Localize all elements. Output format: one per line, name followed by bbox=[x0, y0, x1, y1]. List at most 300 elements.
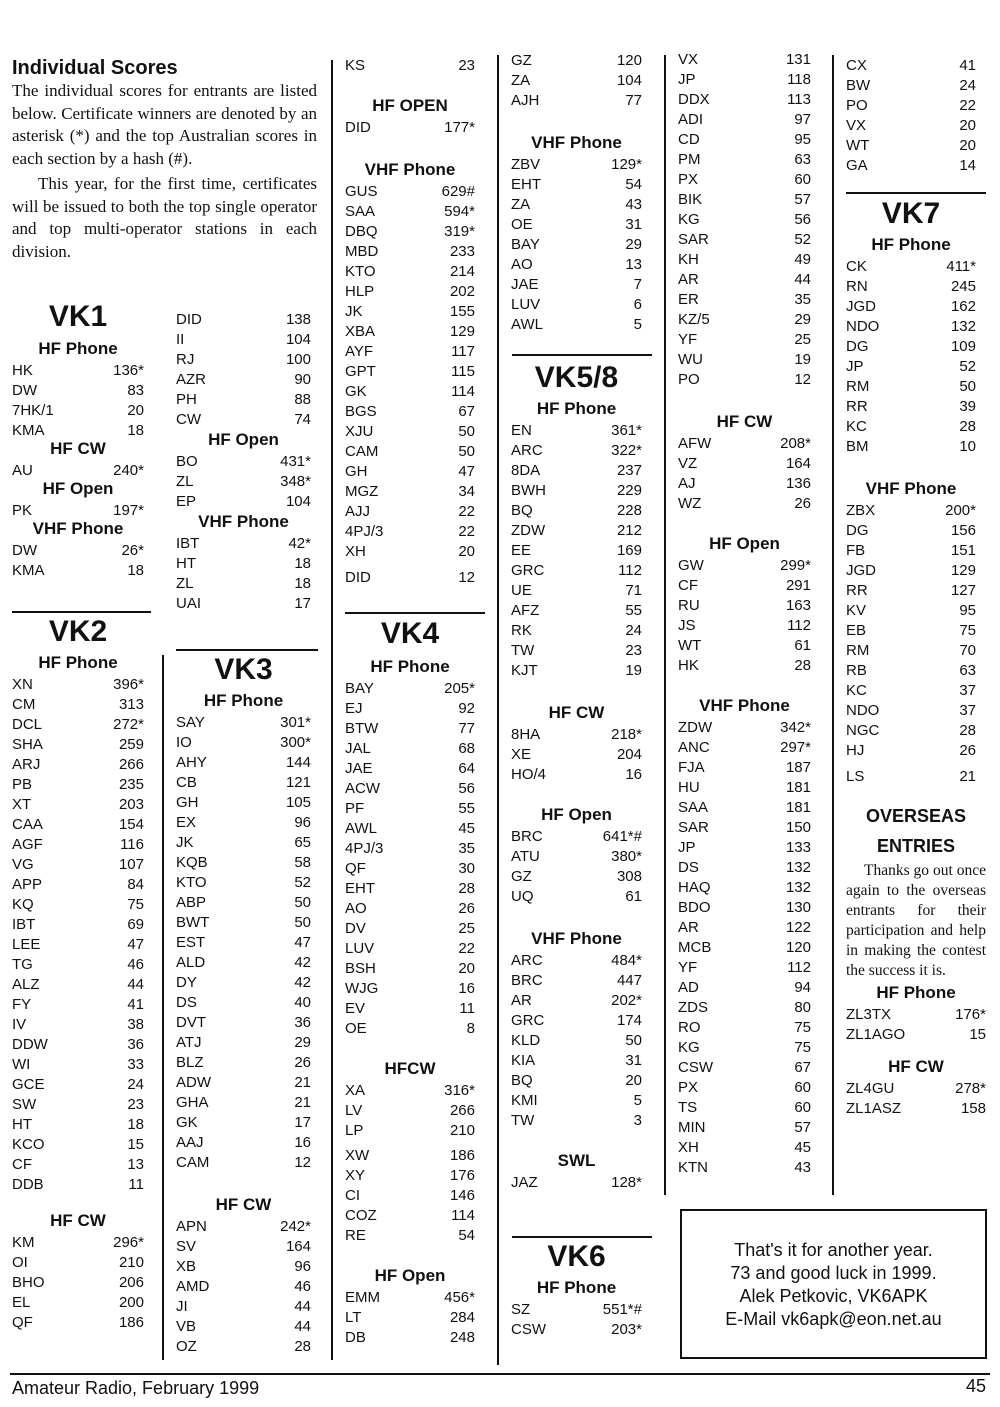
callsign: ACW bbox=[345, 780, 380, 797]
score-row bbox=[678, 958, 811, 978]
callsign: RJ bbox=[176, 351, 195, 368]
score-row bbox=[176, 370, 311, 390]
intro-paragraph: This year, for the first time, certificates will be issued to both the top single operator and top multi-operator stations in each division. bbox=[12, 174, 317, 261]
score: 11 bbox=[128, 1176, 144, 1193]
score-row bbox=[511, 195, 642, 215]
score-row bbox=[846, 377, 976, 397]
score: 144 bbox=[285, 754, 311, 771]
callsign: AR bbox=[678, 919, 699, 936]
score: 162 bbox=[950, 298, 976, 315]
score-row bbox=[345, 959, 475, 979]
callsign: LUV bbox=[345, 940, 375, 957]
score-row bbox=[345, 262, 475, 282]
callsign: PX bbox=[678, 1079, 699, 1096]
score-row bbox=[846, 357, 976, 377]
overseas-title: OVERSEAS bbox=[865, 806, 967, 826]
callsign: JGD bbox=[846, 562, 876, 579]
score: 114 bbox=[451, 383, 475, 400]
score-row bbox=[678, 1058, 811, 1078]
division-heading: VK2 bbox=[48, 615, 108, 648]
score-row bbox=[12, 935, 144, 955]
score: 24 bbox=[127, 1076, 144, 1093]
score-row bbox=[345, 739, 475, 759]
score: 28 bbox=[294, 1338, 311, 1355]
score-row bbox=[511, 541, 642, 561]
score-row bbox=[176, 350, 311, 370]
score: 240* bbox=[113, 462, 144, 479]
score: 28 bbox=[794, 657, 811, 674]
score: 202* bbox=[611, 992, 642, 1009]
score-row bbox=[12, 501, 144, 521]
score: 63 bbox=[794, 151, 811, 168]
score: 154 bbox=[118, 816, 144, 833]
callsign: BGS bbox=[345, 403, 377, 420]
score: 242* bbox=[280, 1218, 311, 1235]
score: 22 bbox=[959, 97, 976, 114]
score-row bbox=[678, 434, 811, 454]
score: 96 bbox=[294, 1258, 311, 1275]
callsign: DS bbox=[678, 859, 699, 876]
score: 22 bbox=[458, 503, 475, 520]
score-row bbox=[511, 1173, 642, 1193]
callsign: BO bbox=[176, 453, 198, 470]
score: 11 bbox=[459, 1000, 475, 1017]
score-list bbox=[678, 50, 811, 390]
score: 104 bbox=[285, 493, 311, 510]
score-row bbox=[678, 898, 811, 918]
vk1-continued bbox=[176, 310, 311, 614]
score-row bbox=[678, 1078, 811, 1098]
score-row bbox=[176, 330, 311, 350]
callsign: PO bbox=[678, 371, 700, 388]
score: 49 bbox=[794, 251, 811, 268]
score: 132 bbox=[785, 879, 811, 896]
category-heading: HF Open bbox=[42, 479, 114, 498]
score-row bbox=[678, 718, 811, 738]
score-row bbox=[846, 561, 976, 581]
intro-title: Individual Scores bbox=[12, 57, 178, 79]
callsign: KLD bbox=[511, 1032, 541, 1049]
callsign: ZBV bbox=[511, 156, 541, 173]
category-heading: VHF Phone bbox=[198, 512, 289, 531]
score-list bbox=[176, 713, 311, 1173]
score-row bbox=[678, 1138, 811, 1158]
score: 266 bbox=[449, 1102, 475, 1119]
section-rule bbox=[512, 354, 652, 356]
callsign: RK bbox=[511, 622, 532, 639]
score-row bbox=[12, 815, 144, 835]
score: 28 bbox=[458, 880, 475, 897]
score-row bbox=[678, 110, 811, 130]
score-row bbox=[345, 1019, 475, 1039]
callsign: OE bbox=[345, 1020, 367, 1037]
callsign: ADW bbox=[176, 1074, 211, 1091]
category-heading: VHF Phone bbox=[531, 929, 622, 948]
closing-line: That's it for another year. bbox=[734, 1240, 933, 1260]
callsign: DDB bbox=[12, 1176, 44, 1193]
score: 229 bbox=[616, 482, 642, 499]
score: 181 bbox=[785, 799, 811, 816]
score-row bbox=[12, 1135, 144, 1155]
score: 92 bbox=[458, 700, 475, 717]
score: 46 bbox=[294, 1278, 311, 1295]
score-row bbox=[12, 361, 144, 381]
score-row bbox=[678, 210, 811, 230]
callsign: JAE bbox=[345, 760, 373, 777]
score: 43 bbox=[625, 196, 642, 213]
score: 158 bbox=[960, 1100, 986, 1117]
score: 6 bbox=[633, 296, 642, 313]
score-row bbox=[678, 978, 811, 998]
callsign: JP bbox=[678, 839, 696, 856]
callsign: TS bbox=[678, 1099, 698, 1116]
callsign: LEE bbox=[12, 936, 41, 953]
callsign: JGD bbox=[846, 298, 876, 315]
score-list bbox=[12, 541, 144, 581]
score-row bbox=[345, 679, 475, 699]
score-row bbox=[846, 337, 976, 357]
score: 75 bbox=[959, 622, 976, 639]
score-row bbox=[345, 442, 475, 462]
callsign: YF bbox=[678, 331, 698, 348]
score-row bbox=[12, 795, 144, 815]
callsign: DG bbox=[846, 338, 869, 355]
callsign: RM bbox=[846, 378, 870, 395]
callsign: VX bbox=[678, 51, 699, 68]
callsign: JP bbox=[846, 358, 864, 375]
score: 104 bbox=[616, 72, 642, 89]
callsign: XB bbox=[176, 1258, 197, 1275]
score: 50 bbox=[959, 378, 976, 395]
score: 155 bbox=[449, 303, 475, 320]
score-row bbox=[176, 472, 311, 492]
score: 551*# bbox=[602, 1301, 642, 1318]
callsign: LT bbox=[345, 1309, 362, 1326]
score-row bbox=[345, 1308, 475, 1328]
score-row bbox=[511, 91, 642, 111]
score: 23 bbox=[458, 57, 475, 74]
score-row bbox=[678, 818, 811, 838]
score-row bbox=[345, 542, 475, 562]
score: 411* bbox=[946, 258, 976, 275]
callsign: AR bbox=[678, 271, 699, 288]
score-row bbox=[678, 838, 811, 858]
callsign: KM bbox=[12, 1234, 35, 1251]
score: 18 bbox=[127, 1116, 144, 1133]
score: 69 bbox=[127, 916, 144, 933]
score: 20 bbox=[458, 543, 475, 560]
score-row bbox=[345, 1328, 475, 1348]
score-row bbox=[12, 1293, 144, 1313]
score-row bbox=[846, 397, 976, 417]
callsign: JAZ bbox=[511, 1174, 538, 1191]
callsign: ATJ bbox=[176, 1034, 202, 1051]
callsign: 4PJ/3 bbox=[345, 840, 384, 857]
score-row bbox=[678, 190, 811, 210]
score: 77 bbox=[458, 720, 475, 737]
score-row bbox=[345, 979, 475, 999]
callsign: 4PJ/3 bbox=[345, 523, 384, 540]
score: 208* bbox=[780, 435, 811, 452]
score: 120 bbox=[785, 939, 811, 956]
callsign: AHY bbox=[176, 754, 207, 771]
callsign: KH bbox=[678, 251, 699, 268]
score-row bbox=[511, 641, 642, 661]
score: 20 bbox=[959, 117, 976, 134]
score-row bbox=[176, 893, 311, 913]
score: 218* bbox=[611, 726, 642, 743]
callsign: ZL1ASZ bbox=[846, 1100, 902, 1117]
vk3-section bbox=[176, 651, 311, 1357]
callsign: ARJ bbox=[12, 756, 41, 773]
score-row bbox=[176, 534, 311, 554]
score: 50 bbox=[458, 423, 475, 440]
callsign: DVT bbox=[176, 1014, 206, 1031]
score: 5 bbox=[633, 1092, 642, 1109]
callsign: JK bbox=[176, 834, 194, 851]
closing-line: 73 and good luck in 1999. bbox=[730, 1263, 937, 1283]
score-row bbox=[678, 798, 811, 818]
callsign: CI bbox=[345, 1187, 360, 1204]
score-row bbox=[345, 302, 475, 322]
score-row bbox=[678, 778, 811, 798]
score-row bbox=[345, 118, 475, 138]
score: 266 bbox=[118, 756, 144, 773]
score: 284 bbox=[449, 1309, 475, 1326]
callsign: ALD bbox=[176, 954, 206, 971]
callsign: DY bbox=[176, 974, 197, 991]
score: 203* bbox=[611, 1321, 642, 1338]
score-row bbox=[12, 541, 144, 561]
score: 75 bbox=[794, 1019, 811, 1036]
score-row bbox=[12, 915, 144, 935]
score-row bbox=[176, 793, 311, 813]
score-row bbox=[846, 96, 976, 116]
score: 132 bbox=[950, 318, 976, 335]
score-row bbox=[345, 999, 475, 1019]
callsign: CSW bbox=[511, 1321, 546, 1338]
score-row bbox=[176, 713, 311, 733]
score: 63 bbox=[959, 662, 976, 679]
score: 297* bbox=[780, 739, 811, 756]
score: 52 bbox=[794, 231, 811, 248]
score-row bbox=[678, 370, 811, 390]
callsign: CK bbox=[846, 258, 867, 275]
score-row bbox=[345, 759, 475, 779]
score: 75 bbox=[794, 1039, 811, 1056]
callsign: ZL4GU bbox=[846, 1080, 895, 1097]
callsign: TW bbox=[511, 642, 535, 659]
score: 164 bbox=[285, 1238, 311, 1255]
callsign: AD bbox=[678, 979, 699, 996]
score: 291 bbox=[785, 577, 811, 594]
score: 18 bbox=[127, 562, 144, 579]
footer-publication: Amateur Radio, February 1999 bbox=[12, 1378, 260, 1398]
score-row bbox=[511, 255, 642, 275]
score: 214 bbox=[449, 263, 475, 280]
score: 60 bbox=[794, 1099, 811, 1116]
score-row bbox=[678, 230, 811, 250]
callsign: HT bbox=[12, 1116, 32, 1133]
score: 233 bbox=[449, 243, 475, 260]
score: 7 bbox=[633, 276, 642, 293]
vk4-continued bbox=[511, 51, 642, 335]
score: 30 bbox=[458, 860, 475, 877]
callsign: LS bbox=[846, 768, 865, 785]
callsign: KTN bbox=[678, 1159, 708, 1176]
callsign: KS bbox=[345, 57, 366, 74]
callsign: BSH bbox=[345, 960, 376, 977]
callsign: GH bbox=[176, 794, 199, 811]
score: 181 bbox=[785, 779, 811, 796]
score-row bbox=[176, 1033, 311, 1053]
callsign: EP bbox=[176, 493, 197, 510]
score: 447 bbox=[616, 972, 642, 989]
score: 150 bbox=[785, 819, 811, 836]
score-row bbox=[176, 574, 311, 594]
score-row bbox=[176, 1013, 311, 1033]
score-row bbox=[678, 1098, 811, 1118]
score: 431* bbox=[280, 453, 311, 470]
callsign: HT bbox=[176, 555, 196, 572]
score-row bbox=[345, 1226, 475, 1246]
callsign: XT bbox=[12, 796, 32, 813]
score: 60 bbox=[794, 171, 811, 188]
score-row bbox=[846, 437, 976, 457]
score: 138 bbox=[285, 311, 311, 328]
score: 67 bbox=[458, 403, 475, 420]
score-row bbox=[12, 875, 144, 895]
division-heading: VK3 bbox=[214, 653, 273, 686]
score: 15 bbox=[127, 1136, 144, 1153]
vk7-section bbox=[846, 195, 976, 787]
score: 129 bbox=[449, 323, 475, 340]
score: 25 bbox=[794, 331, 811, 348]
callsign: GW bbox=[678, 557, 704, 574]
callsign: BDO bbox=[678, 899, 711, 916]
callsign: AU bbox=[12, 462, 33, 479]
score: 206 bbox=[118, 1274, 144, 1291]
score-list bbox=[12, 675, 144, 1195]
overseas-section bbox=[846, 803, 986, 1119]
callsign: BM bbox=[846, 438, 869, 455]
score-row bbox=[345, 482, 475, 502]
score: 20 bbox=[127, 402, 144, 419]
callsign: DBQ bbox=[345, 223, 378, 240]
score-row bbox=[176, 1297, 311, 1317]
score-row bbox=[345, 839, 475, 859]
callsign: BTW bbox=[345, 720, 379, 737]
score: 16 bbox=[625, 766, 642, 783]
callsign: AMD bbox=[176, 1278, 210, 1295]
score: 10 bbox=[959, 438, 976, 455]
score-row bbox=[511, 887, 642, 907]
score: 44 bbox=[294, 1298, 311, 1315]
callsign: RU bbox=[678, 597, 700, 614]
callsign: EJ bbox=[345, 700, 363, 717]
score-row bbox=[345, 522, 475, 542]
score-row bbox=[511, 1011, 642, 1031]
score: 26* bbox=[121, 542, 144, 559]
score: 29 bbox=[794, 311, 811, 328]
score-row bbox=[678, 310, 811, 330]
score-row bbox=[12, 561, 144, 581]
callsign: KTO bbox=[345, 263, 376, 280]
score-row bbox=[345, 859, 475, 879]
score: 245 bbox=[950, 278, 976, 295]
score-list bbox=[678, 556, 811, 676]
score-row bbox=[678, 170, 811, 190]
category-heading: VHF Phone bbox=[531, 133, 622, 152]
callsign: SW bbox=[12, 1096, 37, 1113]
score: 118 bbox=[787, 71, 811, 88]
score-row bbox=[846, 701, 976, 721]
callsign: BW bbox=[846, 77, 871, 94]
callsign: FB bbox=[846, 542, 866, 559]
score-row bbox=[678, 474, 811, 494]
score-row bbox=[678, 50, 811, 70]
score: 77 bbox=[625, 92, 642, 109]
intro-paragraph: The individual scores for entrants are listed below. Certificate winners are denoted by an asterisk (*) and the top Australian scores in each section by a hash (#). bbox=[12, 81, 317, 168]
score: 96 bbox=[294, 814, 311, 831]
callsign: MBD bbox=[345, 243, 379, 260]
callsign: DID bbox=[345, 569, 371, 586]
callsign: KCO bbox=[12, 1136, 45, 1153]
callsign: AZR bbox=[176, 371, 206, 388]
score-row bbox=[846, 767, 976, 787]
score-row bbox=[345, 202, 475, 222]
score-list bbox=[846, 257, 976, 457]
score-row bbox=[345, 1288, 475, 1308]
intro-section bbox=[12, 57, 317, 263]
callsign: COZ bbox=[345, 1207, 377, 1224]
callsign: 8DA bbox=[511, 462, 541, 479]
category-heading: HF CW bbox=[888, 1057, 944, 1076]
score: 13 bbox=[625, 256, 642, 273]
score-row bbox=[176, 1277, 311, 1297]
callsign: ARC bbox=[511, 442, 543, 459]
score-row bbox=[345, 222, 475, 242]
score-row bbox=[846, 621, 976, 641]
score: 56 bbox=[794, 211, 811, 228]
score: 169 bbox=[616, 542, 642, 559]
score-row bbox=[345, 182, 475, 202]
score-row bbox=[12, 1035, 144, 1055]
score-row bbox=[176, 1257, 311, 1277]
score: 88 bbox=[294, 391, 311, 408]
callsign: UQ bbox=[511, 888, 534, 905]
category-heading: HF CW bbox=[50, 439, 106, 458]
score-row bbox=[511, 827, 642, 847]
callsign: CF bbox=[12, 1156, 32, 1173]
callsign: KQ bbox=[12, 896, 34, 913]
score-list bbox=[511, 1300, 642, 1340]
category-heading: HF OPEN bbox=[372, 96, 448, 115]
score: 322* bbox=[611, 442, 642, 459]
score: 37 bbox=[959, 682, 976, 699]
score: 35 bbox=[458, 840, 475, 857]
score-list bbox=[345, 1146, 475, 1246]
score: 104 bbox=[285, 331, 311, 348]
score: 50 bbox=[294, 914, 311, 931]
score-list bbox=[846, 1005, 986, 1045]
callsign: GZ bbox=[511, 52, 532, 69]
callsign: SZ bbox=[511, 1301, 531, 1318]
score-row bbox=[511, 765, 642, 785]
callsign: BRC bbox=[511, 828, 543, 845]
callsign: HJ bbox=[846, 742, 865, 759]
callsign: WT bbox=[846, 137, 870, 154]
